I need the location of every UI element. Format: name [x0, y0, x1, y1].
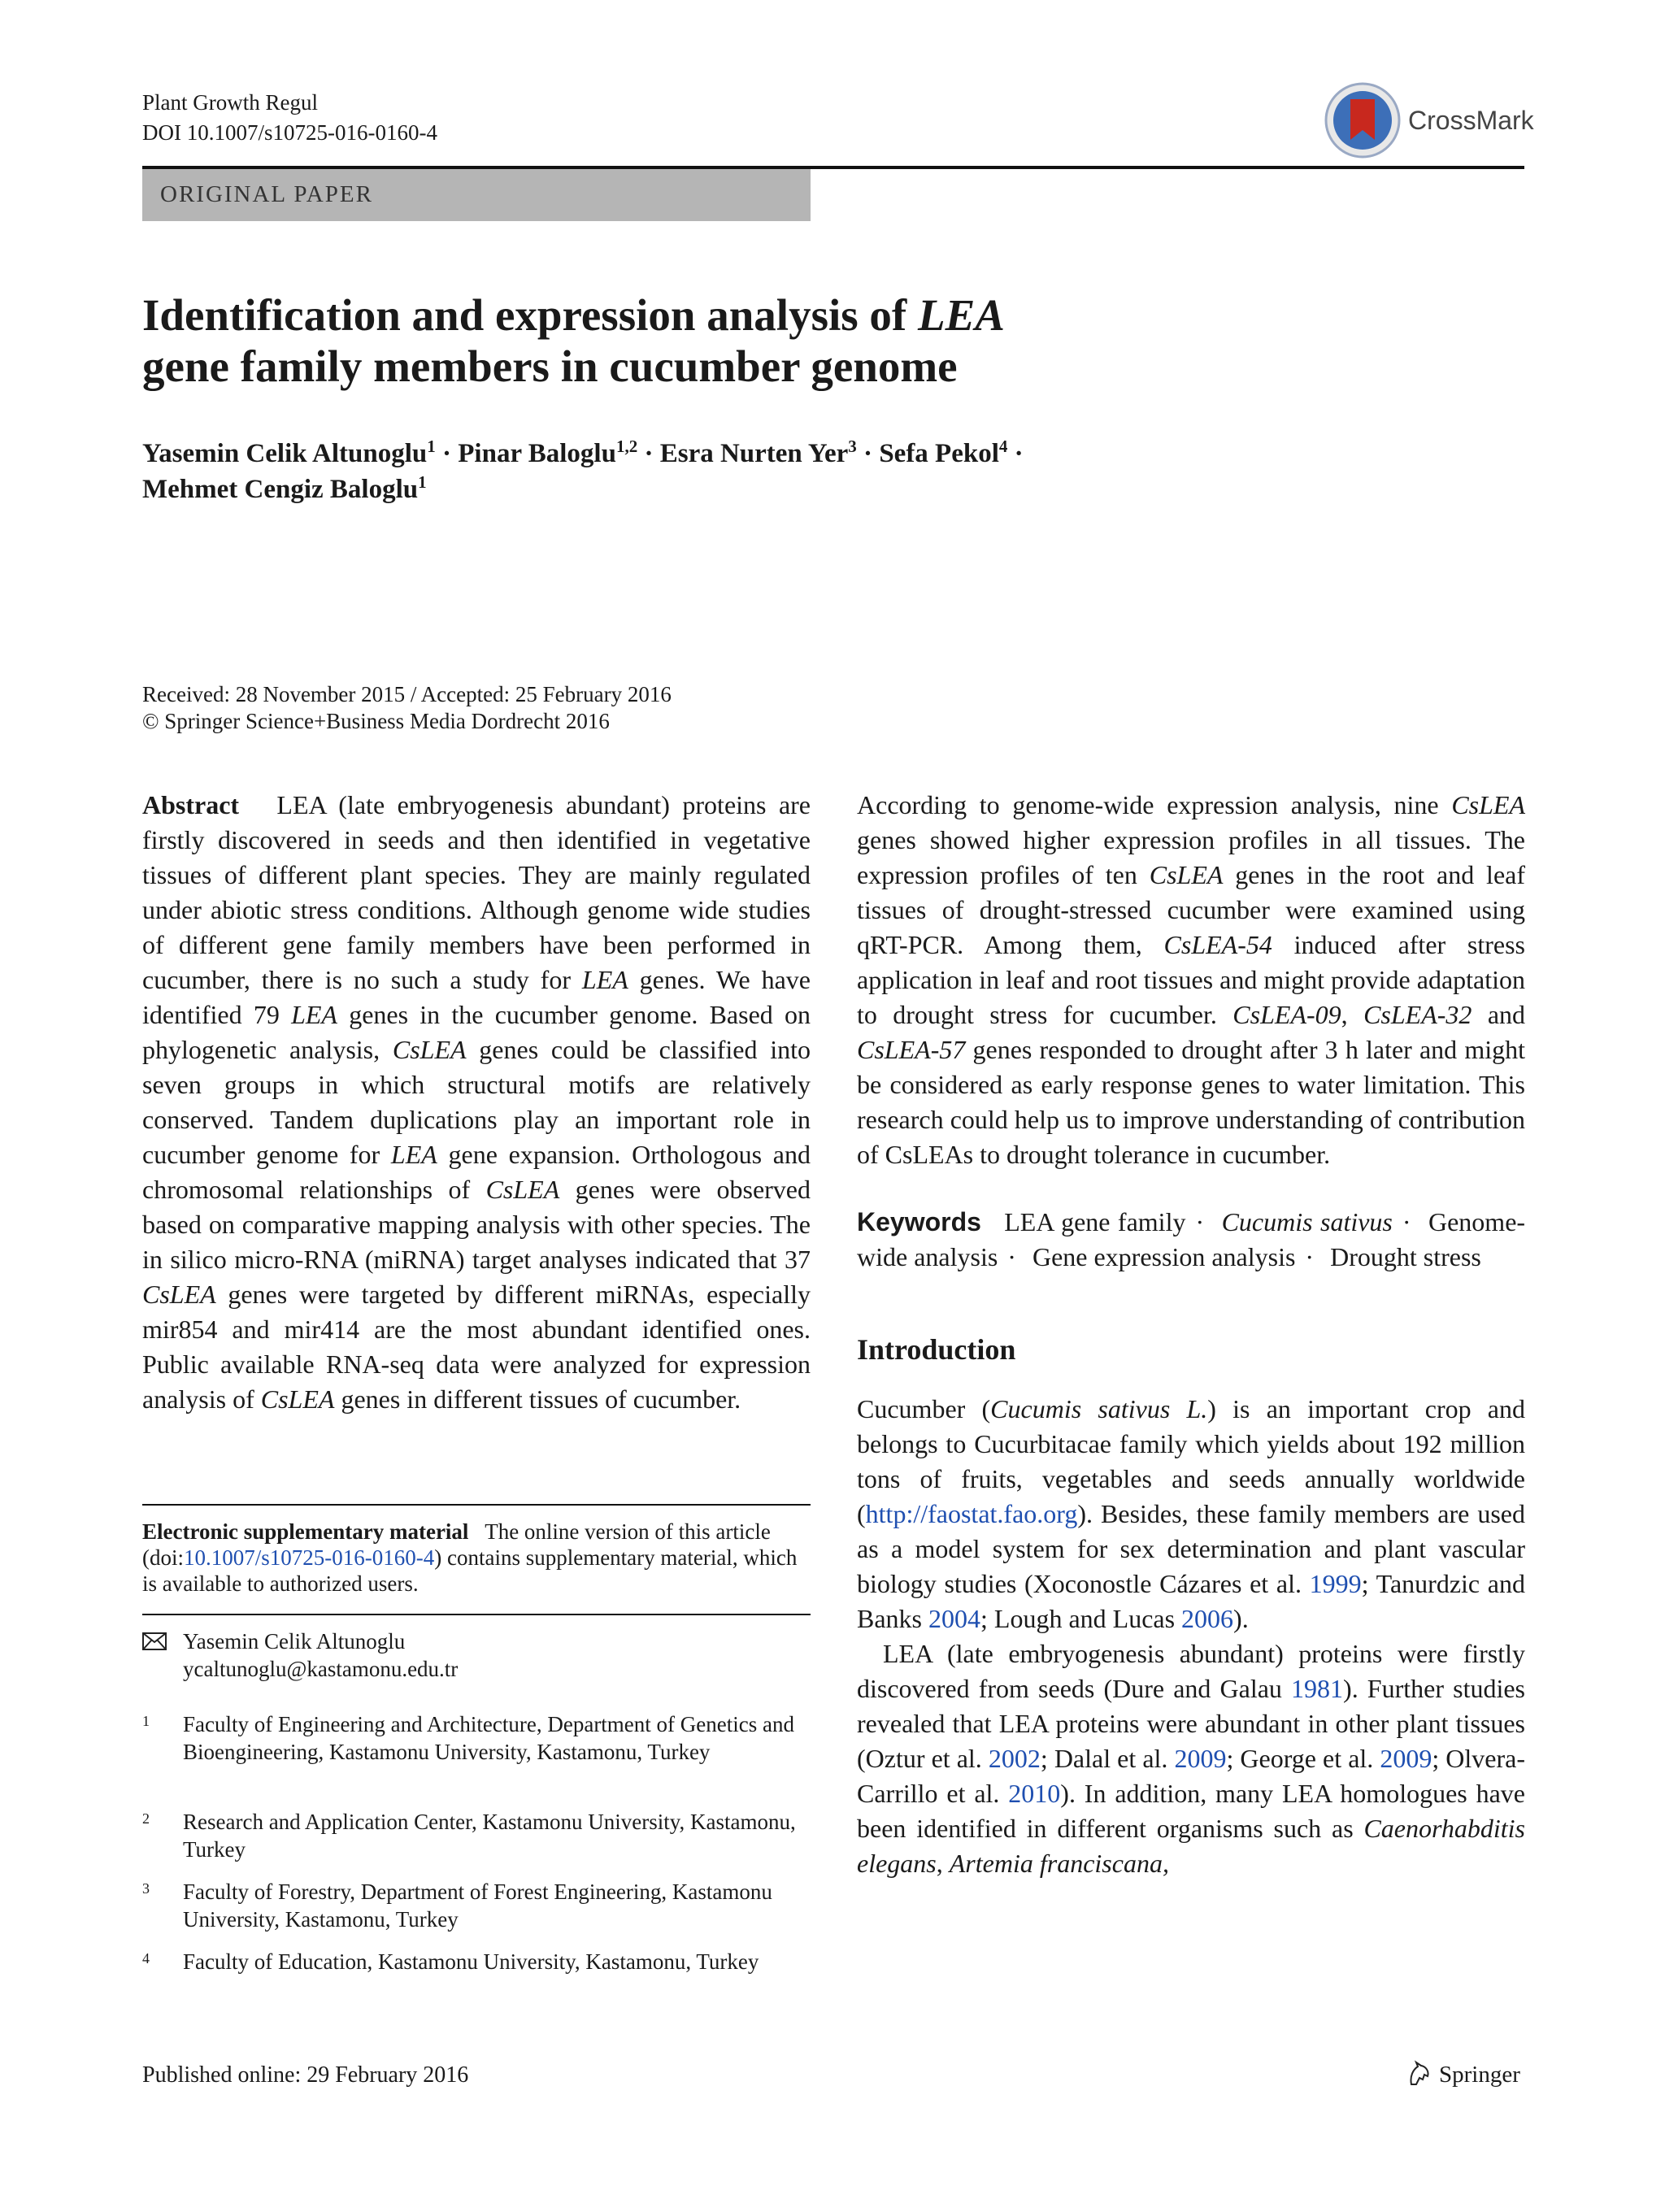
keyword-separator: ·: [1305, 1242, 1315, 1271]
abstract-text-run: induced after stress application in leaf and root tissues and might provide adaptation to drought stress for cucumber.: [857, 930, 1526, 1029]
springer-horse-icon: [1405, 2060, 1432, 2088]
footnote-rule: [142, 1614, 811, 1615]
citation-link[interactable]: 1999: [1309, 1569, 1362, 1598]
contact-email[interactable]: ycaltunoglu@kastamonu.edu.tr: [183, 1657, 459, 1681]
intro-text-run: ; Lough and Lucas: [980, 1604, 1182, 1633]
dates-block: [142, 681, 672, 735]
intro-text-run: ; Olvera-Carrillo et al.: [857, 1744, 1526, 1808]
esm-doi-link[interactable]: 10.1007/s10725-016-0160-4: [184, 1545, 435, 1570]
affiliation-number: 1: [142, 1713, 150, 1729]
abstract-text-run: ,: [1341, 1000, 1364, 1029]
intro-text-run: ). Besides, these family members are used as a model system for sex determination and plant vascular biology studies (Xoconostle Cázares et al.: [857, 1499, 1525, 1598]
intro-text-run: ). In addition, many LEA homologues have been identified in different organisms such as: [857, 1779, 1526, 1843]
abstract-text-run: genes were targeted by different miRNAs, especially mir854 and mir414 are the most abundant identified ones. Public available RNA-seq data were analyzed for expression analysis of: [142, 1280, 811, 1414]
abstract-text: [142, 790, 811, 1414]
affiliation-number: 3: [142, 1880, 150, 1897]
citation-link[interactable]: 2010: [1008, 1779, 1061, 1808]
abstract-text-run: genes showed higher expression profiles in all tissues. The expression profiles of ten: [857, 825, 1525, 889]
intro-paragraph-1: [857, 1392, 1525, 1636]
author-affiliation-mark: 1,2: [615, 437, 638, 456]
springer-label: Springer: [1439, 2062, 1520, 2088]
abstract-text-run: LEA: [291, 1000, 337, 1029]
keyword-separator: ·: [1007, 1242, 1016, 1271]
intro-text-run: Artemia franciscana,: [949, 1849, 1169, 1878]
abstract-text-run: genes in different tissues of cucumber.: [334, 1384, 741, 1414]
copyright: © Springer Science+Business Media Dordrecht 2016: [142, 709, 610, 733]
intro-text-run: ; Dalal et al.: [1040, 1744, 1175, 1773]
title-italic: LEA: [918, 290, 1005, 340]
abstract-text-run: CsLEA-54: [1163, 930, 1272, 959]
abstract-text-run: genes in the cucumber genome. Based on phylogenetic analysis,: [142, 1000, 811, 1064]
left-column: [142, 788, 811, 1417]
abstract-text-run: gene expansion. Orthologous and chromosomal relationships of: [142, 1140, 811, 1204]
author-name: Sefa Pekol: [879, 439, 999, 468]
citation-link[interactable]: 2009: [1380, 1744, 1432, 1773]
paper-title: [142, 289, 1362, 392]
journal-name: Plant Growth Regul: [142, 90, 318, 115]
author-affiliation-mark: 3: [848, 437, 857, 456]
abstract-text-run: CsLEA-57: [857, 1035, 966, 1064]
keyword: Genome-wide analysis: [857, 1207, 1526, 1271]
citation-link[interactable]: 1981: [1291, 1674, 1344, 1703]
keyword: Gene expression analysis: [1032, 1242, 1296, 1271]
author-name: Yasemin Celik Altunoglu: [142, 439, 428, 468]
doi-line: DOI 10.1007/s10725-016-0160-4: [142, 120, 437, 145]
crossmark-icon: [1324, 81, 1402, 159]
abstract-paragraph: [142, 788, 811, 1417]
affiliation-text: Faculty of Engineering and Architecture, Department of Genetics and Bioengineering, Kastamonu University, Kastamonu, Turkey: [183, 1712, 794, 1764]
journal-header: [142, 88, 437, 148]
author-separator: ·: [637, 439, 660, 468]
springer-logo: [1405, 2057, 1527, 2092]
intro-text-run: ; George et al.: [1226, 1744, 1380, 1773]
intro-text-run: ; Tanurdzic and Banks: [857, 1569, 1526, 1633]
author-affiliation-mark: 4: [998, 437, 1008, 456]
intro-text-run: ,: [936, 1849, 950, 1878]
author-list: [142, 436, 1362, 507]
author-separator: ·: [856, 439, 880, 468]
citation-link[interactable]: 2004: [928, 1604, 980, 1633]
abstract-text-run: CsLEA: [1451, 790, 1525, 819]
intro-text-run: LEA (late embryogenesis abundant) proteins were firstly discovered from seeds (Dure and Galau: [857, 1639, 1525, 1703]
affiliation-text: Research and Application Center, Kastamonu University, Kastamonu, Turkey: [183, 1810, 796, 1862]
abstract-text-run: CsLEA: [485, 1175, 560, 1204]
supplementary-note: [142, 1519, 811, 1597]
intro-paragraph-2: [857, 1636, 1525, 1881]
published-online: Published online: 29 February 2016: [142, 2062, 469, 2088]
intro-text-run: Cucumber (: [857, 1394, 991, 1423]
citation-link[interactable]: 2009: [1174, 1744, 1227, 1773]
author-name: Mehmet Cengiz Baloglu: [142, 475, 419, 504]
intro-text-run: Caenorhabditis elegans: [857, 1814, 1525, 1878]
affiliation-number: 2: [142, 1810, 150, 1827]
abstract-text-run: According to genome-wide expression analysis, nine: [857, 790, 1452, 819]
abstract-text-run: CsLEA-32: [1363, 1000, 1472, 1029]
esm-post: ) contains supplementary material, which is available to authorized users.: [142, 1545, 798, 1596]
title-post: gene family members in cucumber genome: [142, 341, 958, 391]
esm-pre: The online version of this article (doi:: [142, 1519, 771, 1570]
received-accepted: Received: 28 November 2015 / Accepted: 25 February 2016: [142, 682, 672, 706]
author-separator: ·: [1007, 439, 1024, 468]
abstract-text-run: LEA: [581, 965, 628, 994]
keywords-label: Keywords: [857, 1207, 981, 1236]
abstract-text-run: LEA: [390, 1140, 437, 1169]
section-heading-introduction: Introduction: [857, 1333, 1016, 1366]
author-separator: ·: [435, 439, 459, 468]
affiliation-text: Faculty of Forestry, Department of Forest Engineering, Kastamonu University, Kastamonu, Turkey: [183, 1880, 772, 1932]
abstract-text-run: genes were observed based on comparative mapping analysis with other species. The in silico micro-RNA (miRNA) target analyses indicated that 37: [142, 1175, 811, 1274]
keywords: [857, 1205, 1525, 1275]
intro-text-run: ).: [1233, 1604, 1249, 1633]
article-type: ORIGINAL PAPER: [160, 181, 373, 207]
abstract-continued: [857, 788, 1525, 1172]
citation-link[interactable]: 2006: [1181, 1604, 1234, 1633]
abstract-text-run: genes could be classified into seven groups in which structural motifs are relatively conserved. Tandem duplications play an important role in cucumber genome for: [142, 1035, 811, 1169]
intro-text-run: Cucumis sativus L.: [990, 1394, 1208, 1423]
abstract-text-run: CsLEA: [1149, 860, 1224, 889]
right-column: [857, 788, 1525, 1881]
abstract-text-run: CsLEA: [260, 1384, 335, 1414]
keyword-separator: ·: [1195, 1207, 1205, 1236]
affiliation-text: Faculty of Education, Kastamonu University, Kastamonu, Turkey: [183, 1949, 759, 1974]
author-affiliation-mark: 1: [418, 472, 427, 492]
abstract-text-run: CsLEA-09: [1232, 1000, 1341, 1029]
footnote-rule: [142, 1504, 811, 1506]
abstract-text-run: LEA (late embryogenesis abundant) proteins are firstly discovered in seeds and then identified in vegetative tissues of different plant species. They are mainly regulated under abiotic stress conditions. Although genome wide studies of different gene family members have been performed in cucumber, there is no such a study for: [142, 790, 811, 994]
abstract-text-run: CsLEA: [142, 1280, 216, 1309]
title-pre: Identification and expression analysis of: [142, 290, 918, 340]
citation-link[interactable]: http://faostat.fao.org: [865, 1499, 1078, 1528]
affiliation-number: 4: [142, 1950, 150, 1966]
abstract-label: Abstract: [142, 790, 240, 819]
abstract-text-run: genes responded to drought after 3 h later and might be considered as early response genes to water limitation. This research could help us to improve understanding of contribution of CsLEAs to drought tolerance in cucumber.: [857, 1035, 1525, 1169]
abstract-text-run: genes in the root and leaf tissues of drought-stressed cucumber were examined using qRT-PCR. Among them,: [857, 860, 1526, 959]
abstract-text-run: and: [1472, 1000, 1526, 1029]
intro-text-run: ) is an important crop and belongs to Cucurbitacae family which yields about 192 million tons of fruits, vegetables and seeds annually worldwide (: [857, 1394, 1526, 1528]
article-type-bar: [142, 169, 811, 221]
keyword: Cucumis sativus: [1221, 1207, 1393, 1236]
envelope-icon: [142, 1632, 167, 1650]
author-name: Pinar Baloglu: [458, 439, 616, 468]
citation-link[interactable]: 2002: [988, 1744, 1041, 1773]
keyword-separator: ·: [1402, 1207, 1411, 1236]
keyword: LEA gene family: [1004, 1207, 1186, 1236]
author-affiliation-mark: 1: [427, 437, 436, 456]
abstract-text-run: genes. We have identified 79: [142, 965, 811, 1029]
crossmark-label: CrossMark: [1408, 106, 1534, 135]
abstract-text-run: CsLEA: [392, 1035, 467, 1064]
intro-text-run: ). Further studies revealed that LEA proteins were abundant in other plant tissues (Oztur et al.: [857, 1674, 1526, 1773]
author-name: Esra Nurten Yer: [659, 439, 849, 468]
esm-label: Electronic supplementary material: [142, 1519, 469, 1544]
keyword: Drought stress: [1330, 1242, 1481, 1271]
contact-name: Yasemin Celik Altunoglu: [183, 1629, 406, 1654]
crossmark-badge[interactable]: [1324, 81, 1534, 159]
